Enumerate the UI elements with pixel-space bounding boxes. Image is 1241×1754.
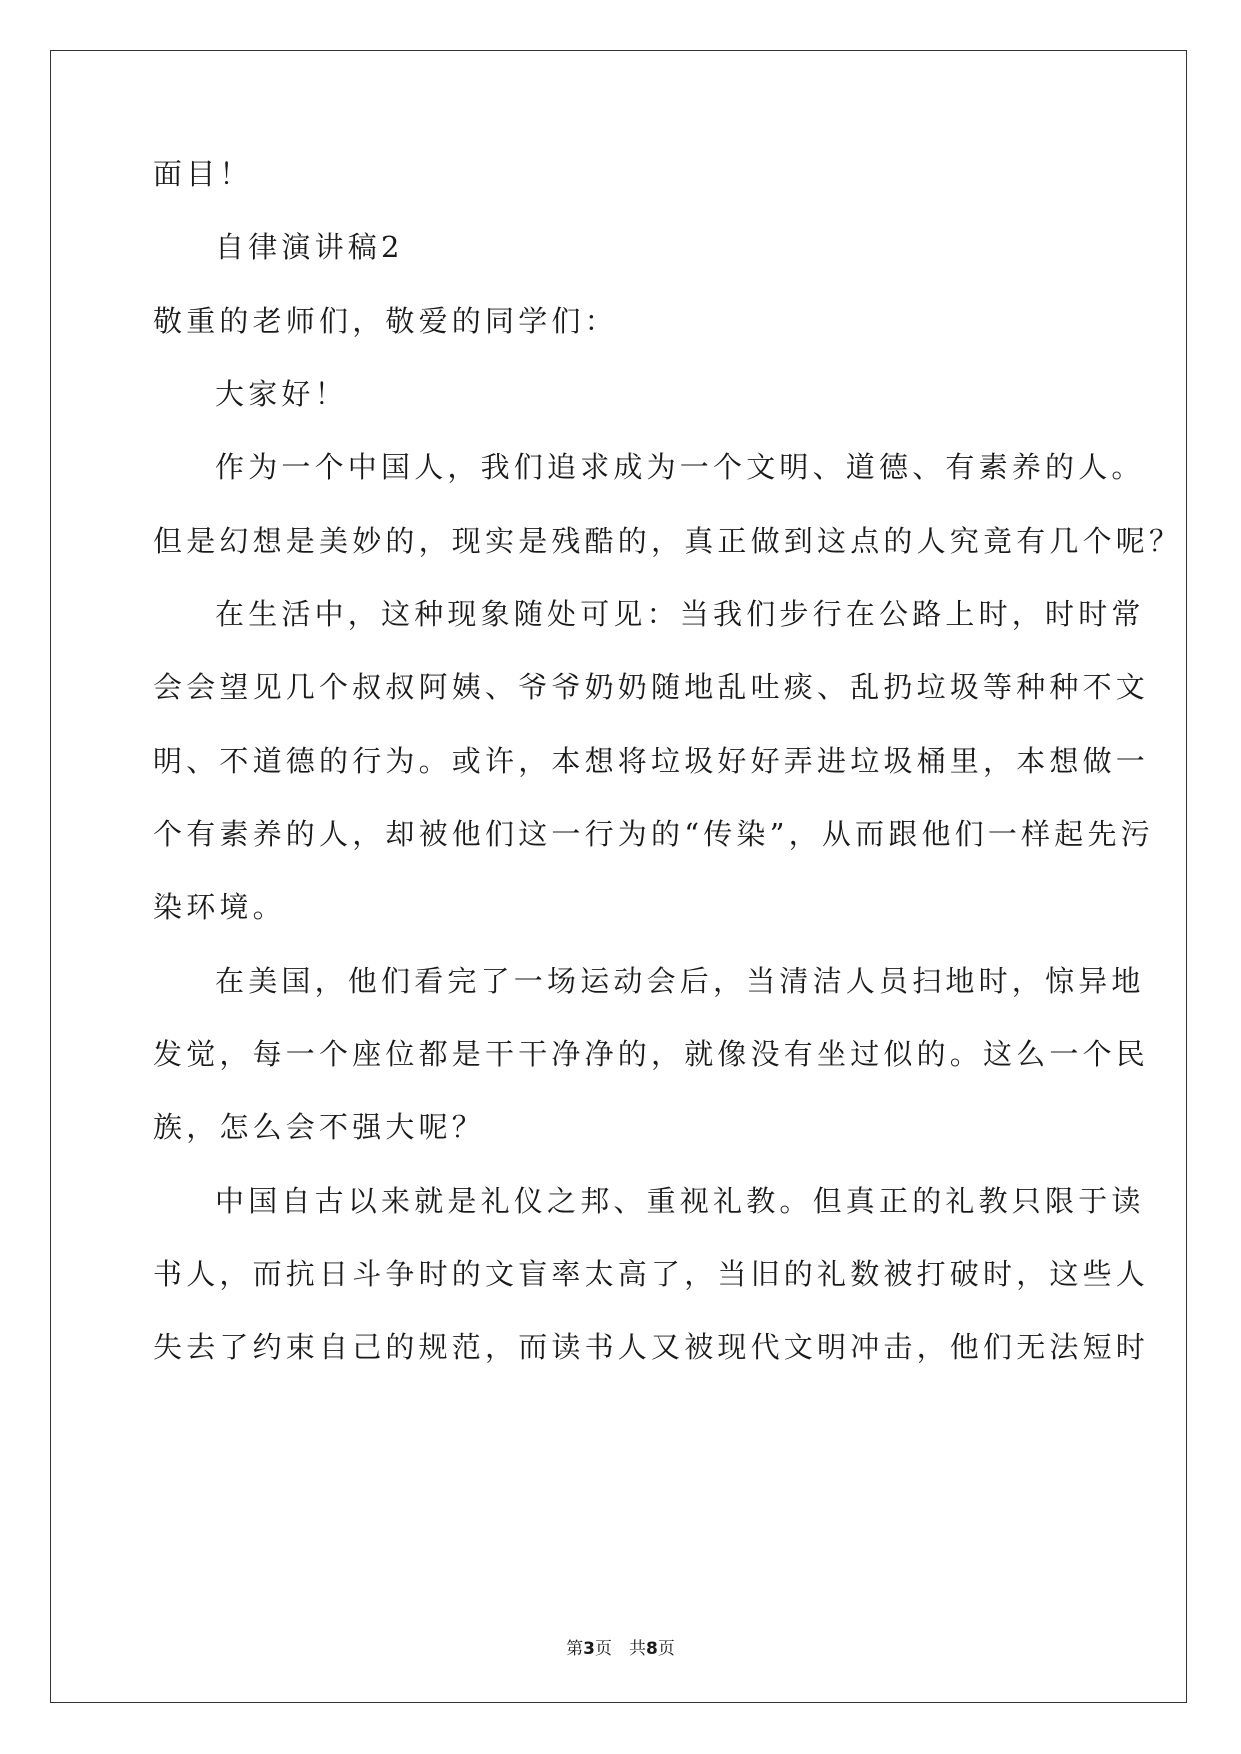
page-footer — [0, 1634, 1241, 1659]
text-line: 中国自古以来就是礼仪之邦、重视礼教。但真正的礼教只限于读 — [215, 1184, 1145, 1218]
greeting: 大家好！ — [215, 377, 348, 411]
text-line: 在生活中，这种现象随处可见：当我们步行在公路上时，时时常 — [215, 597, 1145, 631]
text-line: 明、不道德的行为。或许，本想将垃圾好好弄进垃圾桶里，本想做一 — [153, 744, 1150, 778]
text-line: 个有素养的人，却被他们这一行为的“传染”，从而跟他们一样起先污 — [153, 817, 1154, 851]
page-border — [50, 50, 1187, 1703]
text-line: 作为一个中国人，我们追求成为一个文明、道德、有素养的人。 — [215, 450, 1145, 484]
current-page-number: 3 — [583, 1639, 595, 1659]
section-heading: 自律演讲稿2 — [215, 230, 404, 264]
text-line: 但是幻想是美妙的，现实是残酷的，真正做到这点的人究竟有几个呢？ — [153, 524, 1183, 558]
text-line: 发觉，每一个座位都是干干净净的，就像没有坐过似的。这么一个民 — [153, 1037, 1150, 1071]
text-line: 在美国，他们看完了一场运动会后，当清洁人员扫地时，惊异地 — [215, 964, 1145, 998]
text-line: 面目！ — [153, 157, 253, 191]
footer-suffix: 页 — [657, 1639, 675, 1659]
footer-middle: 页 共 — [595, 1639, 646, 1659]
salutation: 敬重的老师们，敬爱的同学们： — [153, 304, 618, 338]
text-line: 会会望见几个叔叔阿姨、爷爷奶奶随地乱吐痰、乱扔垃圾等种种不文 — [153, 670, 1150, 704]
text-line: 书人，而抗日斗争时的文盲率太高了，当旧的礼数被打破时，这些人 — [153, 1257, 1150, 1291]
total-pages-number: 8 — [646, 1639, 658, 1659]
text-line: 族，怎么会不强大呢？ — [153, 1110, 486, 1144]
text-line: 染环境。 — [153, 890, 286, 924]
footer-prefix: 第 — [566, 1639, 584, 1659]
text-line: 失去了约束自己的规范，而读书人又被现代文明冲击，他们无法短时 — [153, 1330, 1150, 1364]
